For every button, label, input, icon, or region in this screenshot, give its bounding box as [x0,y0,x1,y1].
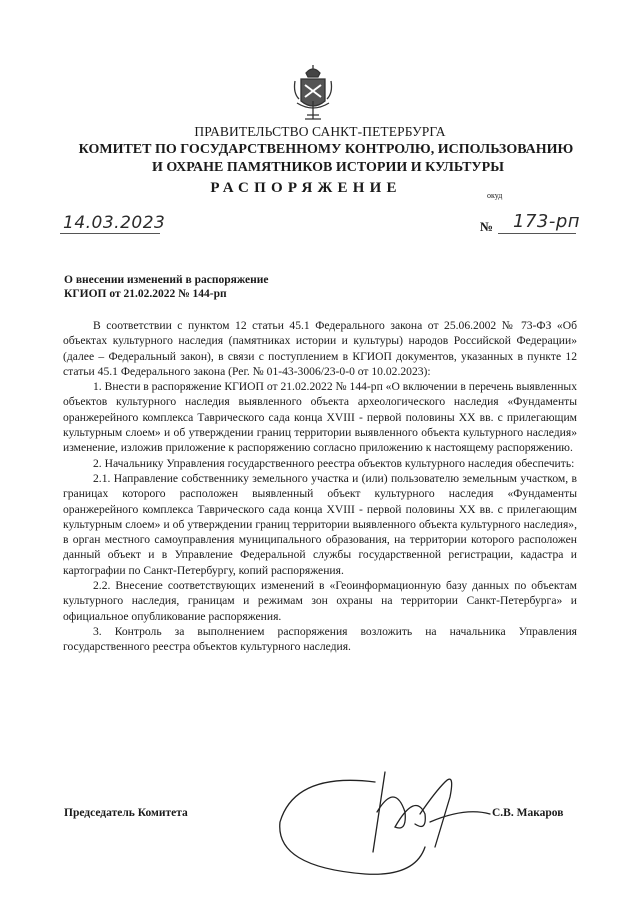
subject-line2: КГИОП от 21.02.2022 № 144-рп [64,288,227,300]
government-name: ПРАВИТЕЛЬСТВО САНКТ-ПЕТЕРБУРГА [194,124,446,139]
number-sign: № [480,219,494,234]
committee-name-line2: И ОХРАНЕ ПАМЯТНИКОВ ИСТОРИИ И КУЛЬТУРЫ [152,160,504,175]
preamble-paragraph: В соответствии с пунктом 12 статьи 45.1 Федерального закона от 25.06.2002 № 73-ФЗ «Об объектах культурного наследия (памятниках истории и культуры) народов Российской Федерации» (далее – Федеральный закон), в связи с поступлением в КГИОП документов, указанных в пункте 12 статьи 45.1 Федерального закона (Рег. № 01-43-3006/23-0-0 от 10.02.2023): [63,319,577,378]
document-date: 14.03.2023 [63,213,166,233]
document-number: 173-рп [513,211,581,232]
document-subject [64,273,268,301]
clause-1: 1. Внести в распоряжение КГИОП от 21.02.2022 № 144-рп «О включении в перечень выявленных объектов культурного наследия выявленного объекта археологического наследия «Фундаменты оранжерейного комплекса Таврического сада конца XVIII - первой половины XX вв. с прилегающим культурным слоем» и об утверждении границ территории выявленного объекта культурного наследия» изменение, изложив приложение к распоряжению согласно приложению к настоящему распоряжению. [63,380,577,455]
document-body [63,318,577,655]
clause-3: 3. Контроль за выполнением распоряжения возложить на начальника Управления государственного реестра объектов культурного наследия. [63,624,577,654]
signatory-name: С.В. Макаров [492,807,564,819]
clause-2-2: 2.2. Внесение соответствующих изменений в «Геоинформационную базу данных по объектам культурного наследия, границам и режимам зон охраны на территории Санкт-Петербурга» и официальное опубликование распоряжения. [63,579,577,623]
document-type: РАСПОРЯЖЕНИЕ [210,180,402,196]
okud-label: окуд [487,191,503,200]
date-underline [60,233,160,234]
subject-line1: О внесении изменений в распоряжение [64,274,269,286]
handwritten-signature [255,752,495,882]
number-underline [498,233,576,234]
clause-2: 2. Начальнику Управления государственного реестра объектов культурного наследия обеспечить: [93,456,575,470]
committee-name-line1: КОМИТЕТ ПО ГОСУДАРСТВЕННОМУ КОНТРОЛЮ, ИСПОЛЬЗОВАНИЮ [78,142,574,157]
clause-2-1: 2.1. Направление собственнику земельного участка и (или) пользователю земельным участком, в границах которого расположен выявленный объект культурного наследия «Фундаменты оранжерейного комплекса Таврического сада конца XVIII - первой половины XX вв. с прилегающим культурным слоем» и об утверждении границ территории выявленного объекта культурного наследия», в орган местного самоуправления муниципального образования, на территории которого расположен данный объект и в Управление Федеральной службы государственной регистрации, кадастра и картографии по Санкт-Петербургу, копий распоряжения. [63,471,577,577]
signatory-role: Председатель Комитета [64,807,188,819]
coat-of-arms-icon [291,63,335,123]
